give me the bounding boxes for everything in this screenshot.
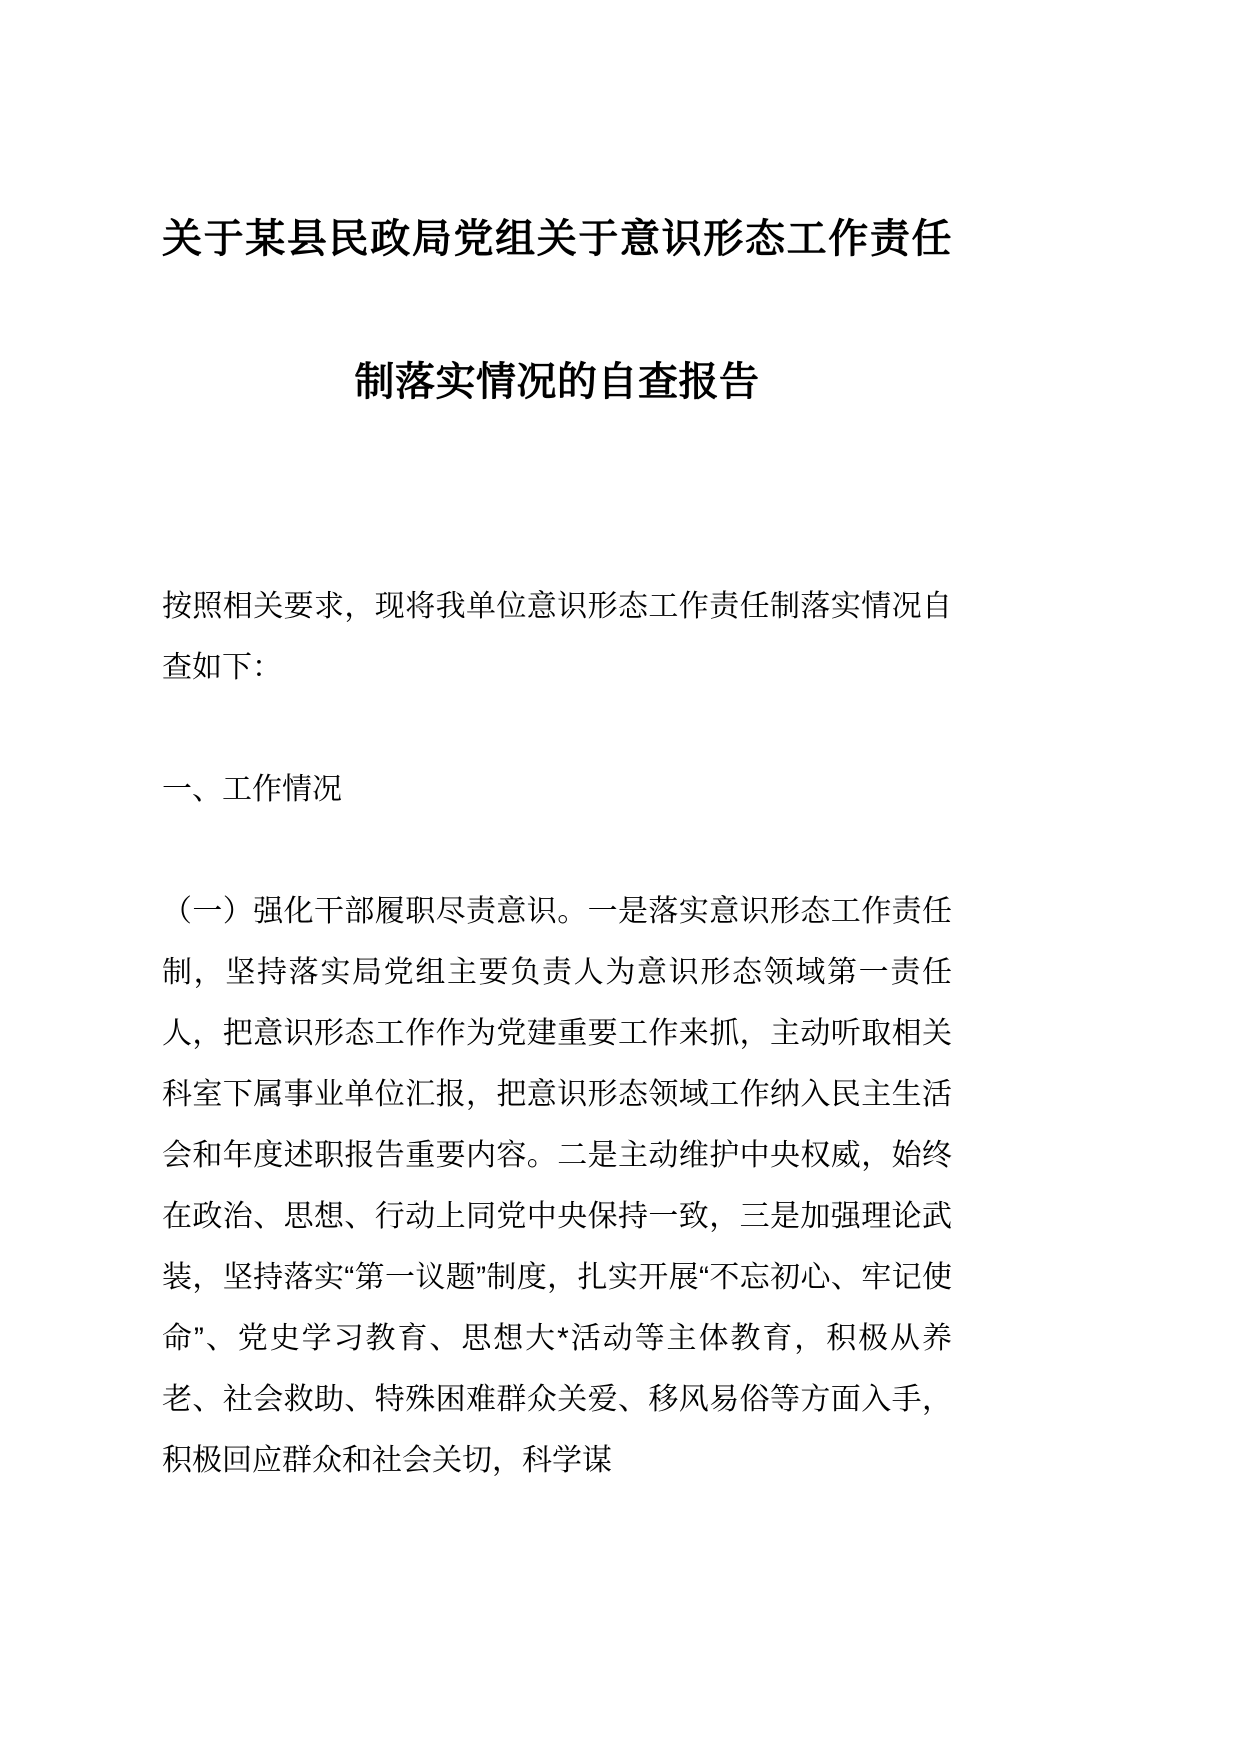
section-heading-work-situation: 一、工作情况: [162, 773, 342, 806]
intro-paragraph: 按照相关要求，现将我单位意识形态工作责任制落实情况自查如下：: [162, 590, 952, 684]
page-content-column: [162, 0, 952, 1531]
page-bottom-spacer: [162, 1491, 952, 1531]
body-paragraph-1: （一）强化干部履职尽责意识。一是落实意识形态工作责任制，坚持落实局党组主要负责人为意识形态领域第一责任人，把意识形态工作作为党建重要工作来抓，主动听取相关科室下属事业单位汇报，把意识形态领域工作纳入民主生活会和年度述职报告重要内容。二是主动维护中央权威，始终在政治、思想、行动上同党中央保持一致，三是加强理论武装，坚持落实“第一议题”制度，扎实开展“不忘初心、牢记使命”、党史学习教育、思想大*活动等主体教育，积极从养老、社会救助、特殊困难群众关爱、移风易俗等方面入手，积极回应群众和社会关切，科学谋: [162, 895, 952, 1477]
page-title: 关于某县民政局党组关于意识形态工作责任制落实情况的自查报告: [162, 217, 952, 404]
